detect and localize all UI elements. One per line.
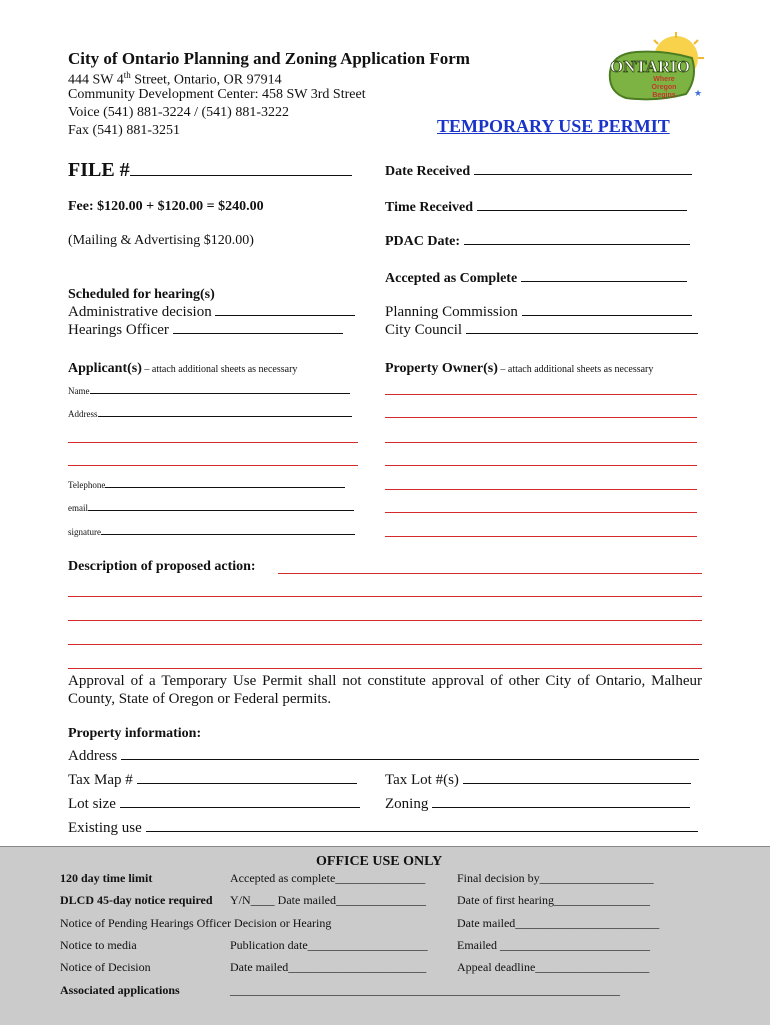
office-r4c2[interactable]: Publication date____________________ xyxy=(230,938,428,952)
office-r3c1: Notice of Pending Hearings Officer Decision or Hearing xyxy=(60,916,332,930)
pdac-date-field[interactable] xyxy=(464,233,690,245)
owner-line-4[interactable] xyxy=(385,465,697,466)
permit-title: TEMPORARY USE PERMIT xyxy=(437,116,670,136)
signature-field[interactable] xyxy=(101,526,355,535)
owner-line-2[interactable] xyxy=(385,417,697,418)
office-r1c3[interactable]: Final decision by___________________ xyxy=(457,871,654,885)
date-received-field[interactable] xyxy=(474,163,692,175)
office-r6c2[interactable]: _________________________________________________________________ xyxy=(230,983,620,997)
city-council-field[interactable] xyxy=(466,322,698,334)
office-r1c2[interactable]: Accepted as complete_______________ xyxy=(230,871,426,885)
tax-map-field[interactable] xyxy=(137,772,357,784)
property-address-row: Address xyxy=(68,748,699,765)
time-received-row: Time Received xyxy=(385,199,687,216)
voice-line: Voice (541) 881-3224 / (541) 881-3222 xyxy=(68,105,289,120)
accepted-row: Accepted as Complete xyxy=(385,270,687,287)
time-received-field[interactable] xyxy=(477,199,687,211)
owner-line-3[interactable] xyxy=(385,442,697,443)
fee-text: Fee: $120.00 + $120.00 = $240.00 xyxy=(68,199,264,214)
office-use-title: OFFICE USE ONLY xyxy=(316,854,443,869)
address-pre: 444 SW 4 xyxy=(68,72,124,88)
owner-line-1[interactable] xyxy=(385,394,697,395)
scheduled-heading: Scheduled for hearing(s) xyxy=(68,287,215,302)
applicant-address-line-3[interactable] xyxy=(68,465,358,466)
description-line-1[interactable] xyxy=(278,573,702,574)
lot-size-row: Lot size xyxy=(68,796,360,813)
planning-commission-row: Planning Commission xyxy=(385,304,692,321)
owner-line-7[interactable] xyxy=(385,536,697,537)
office-r2c1: DLCD 45-day notice required xyxy=(60,893,213,907)
existing-use-field[interactable] xyxy=(146,820,698,832)
admin-decision-row: Administrative decision xyxy=(68,304,355,321)
lot-size-field[interactable] xyxy=(120,796,360,808)
telephone-field[interactable] xyxy=(105,479,345,488)
office-r6c1: Associated applications xyxy=(60,983,180,997)
accepted-complete-field[interactable] xyxy=(521,270,687,282)
zoning-field[interactable] xyxy=(432,796,690,808)
logo-line1: Where xyxy=(653,76,675,83)
name-row: Name xyxy=(68,385,350,396)
form-title: City of Ontario Planning and Zoning Application Form xyxy=(68,49,470,68)
description-line-3[interactable] xyxy=(68,620,702,621)
owner-heading: Property Owner(s) – attach additional sheets as necessary xyxy=(385,361,654,376)
logo-main: ONTARIO xyxy=(610,57,690,76)
date-received-row: Date Received xyxy=(385,163,692,180)
tax-lot-field[interactable] xyxy=(463,772,691,784)
hearings-officer-row: Hearings Officer xyxy=(68,322,343,339)
office-r2c2[interactable]: Y/N____ Date mailed_______________ xyxy=(230,893,426,907)
applicant-name-field[interactable] xyxy=(90,385,350,394)
star-icon: ★ xyxy=(694,88,703,98)
description-line-5[interactable] xyxy=(68,668,702,669)
description-label: Description of proposed action: xyxy=(68,559,256,574)
mailing-text: (Mailing & Advertising $120.00) xyxy=(68,233,254,248)
existing-use-row: Existing use xyxy=(68,820,698,837)
approval-notice: Approval of a Temporary Use Permit shall not constitute approval of other City of Ontario, Malheur County, State of Oregon or Federal permits. xyxy=(68,673,702,707)
applicant-address-field[interactable] xyxy=(98,408,352,417)
hearings-officer-field[interactable] xyxy=(173,322,343,334)
logo-line2: Oregon xyxy=(651,84,677,91)
office-r5c1: Notice of Decision xyxy=(60,960,151,974)
owner-line-6[interactable] xyxy=(385,512,697,513)
email-row: email xyxy=(68,502,354,513)
office-r4c1: Notice to media xyxy=(60,938,137,952)
admin-decision-field[interactable] xyxy=(215,304,355,316)
office-r5c2[interactable]: Date mailed_______________________ xyxy=(230,960,427,974)
address-post: Street, Ontario, OR 97914 xyxy=(130,72,282,88)
office-r2c3[interactable]: Date of first hearing________________ xyxy=(457,893,650,907)
email-field[interactable] xyxy=(88,502,354,511)
property-address-field[interactable] xyxy=(121,748,699,760)
tax-lot-row: Tax Lot #(s) xyxy=(385,772,691,789)
city-council-row: City Council xyxy=(385,322,698,339)
applicant-address-line-2[interactable] xyxy=(68,442,358,443)
logo-line3: Begins xyxy=(652,92,676,99)
center-line: Community Development Center: 458 SW 3rd Street xyxy=(68,87,366,102)
office-r4c3[interactable]: Emailed _________________________ xyxy=(457,938,650,952)
applicant-heading: Applicant(s) – attach additional sheets as necessary xyxy=(68,361,298,376)
fax-line: Fax (541) 881-3251 xyxy=(68,123,180,138)
office-r3c3[interactable]: Date mailed________________________ xyxy=(457,916,660,930)
property-heading: Property information: xyxy=(68,726,202,741)
address-sup: th xyxy=(123,70,131,80)
tax-map-row: Tax Map # xyxy=(68,772,357,789)
signature-row: signature xyxy=(68,526,355,537)
file-number-field[interactable] xyxy=(130,161,352,176)
planning-commission-field[interactable] xyxy=(522,304,692,316)
zoning-row: Zoning xyxy=(385,796,690,813)
owner-line-5[interactable] xyxy=(385,489,697,490)
ontario-logo xyxy=(606,32,706,104)
description-line-4[interactable] xyxy=(68,644,702,645)
telephone-row: Telephone xyxy=(68,479,345,490)
office-r5c3[interactable]: Appeal deadline___________________ xyxy=(457,960,650,974)
office-r1c1: 120 day time limit xyxy=(60,871,153,885)
description-line-2[interactable] xyxy=(68,596,702,597)
pdac-row: PDAC Date: xyxy=(385,233,690,250)
file-number-label: FILE # xyxy=(68,159,352,182)
address-row: Address xyxy=(68,408,352,419)
